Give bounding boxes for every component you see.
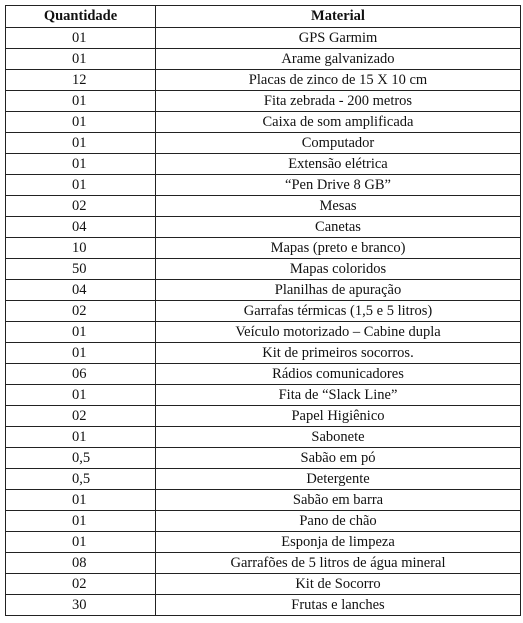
table-row bbox=[6, 385, 521, 406]
material-cell: Computador bbox=[156, 133, 521, 154]
quantity-cell: 01 bbox=[6, 385, 156, 406]
quantity-cell: 01 bbox=[6, 112, 156, 133]
material-column-header: Material bbox=[156, 6, 521, 28]
material-cell: Extensão elétrica bbox=[156, 154, 521, 175]
material-cell: Canetas bbox=[156, 217, 521, 238]
material-cell: Arame galvanizado bbox=[156, 49, 521, 70]
table-row bbox=[6, 28, 521, 49]
table-row bbox=[6, 553, 521, 574]
material-cell: Mapas (preto e branco) bbox=[156, 238, 521, 259]
table-row bbox=[6, 259, 521, 280]
table-row bbox=[6, 154, 521, 175]
quantity-cell: 01 bbox=[6, 175, 156, 196]
quantity-cell: 01 bbox=[6, 490, 156, 511]
table-body bbox=[6, 28, 521, 616]
table-row bbox=[6, 301, 521, 322]
quantity-cell: 30 bbox=[6, 595, 156, 616]
quantity-cell: 01 bbox=[6, 49, 156, 70]
table-row bbox=[6, 217, 521, 238]
quantity-cell: 12 bbox=[6, 70, 156, 91]
table-row bbox=[6, 574, 521, 595]
quantity-cell: 01 bbox=[6, 28, 156, 49]
table-row bbox=[6, 175, 521, 196]
table-row bbox=[6, 112, 521, 133]
quantity-cell: 01 bbox=[6, 511, 156, 532]
quantity-cell: 0,5 bbox=[6, 448, 156, 469]
material-cell: Sabonete bbox=[156, 427, 521, 448]
table-row bbox=[6, 322, 521, 343]
material-cell: Caixa de som amplificada bbox=[156, 112, 521, 133]
material-cell: Planilhas de apuração bbox=[156, 280, 521, 301]
material-cell: Esponja de limpeza bbox=[156, 532, 521, 553]
material-cell: GPS Garmim bbox=[156, 28, 521, 49]
quantity-cell: 01 bbox=[6, 91, 156, 112]
quantity-cell: 50 bbox=[6, 259, 156, 280]
quantity-cell: 06 bbox=[6, 364, 156, 385]
material-cell: Frutas e lanches bbox=[156, 595, 521, 616]
table-row bbox=[6, 406, 521, 427]
quantity-cell: 01 bbox=[6, 322, 156, 343]
quantity-column-header: Quantidade bbox=[6, 6, 156, 28]
quantity-cell: 01 bbox=[6, 154, 156, 175]
material-cell: Garrafões de 5 litros de água mineral bbox=[156, 553, 521, 574]
table-row bbox=[6, 280, 521, 301]
quantity-cell: 01 bbox=[6, 532, 156, 553]
quantity-cell: 02 bbox=[6, 574, 156, 595]
quantity-cell: 0,5 bbox=[6, 469, 156, 490]
table-row bbox=[6, 70, 521, 91]
table-row bbox=[6, 91, 521, 112]
table-row bbox=[6, 49, 521, 70]
quantity-cell: 04 bbox=[6, 217, 156, 238]
quantity-cell: 02 bbox=[6, 406, 156, 427]
material-cell: Veículo motorizado – Cabine dupla bbox=[156, 322, 521, 343]
material-cell: Mesas bbox=[156, 196, 521, 217]
table-row bbox=[6, 133, 521, 154]
quantity-cell: 08 bbox=[6, 553, 156, 574]
quantity-cell: 02 bbox=[6, 196, 156, 217]
material-cell: Rádios comunicadores bbox=[156, 364, 521, 385]
quantity-cell: 01 bbox=[6, 343, 156, 364]
material-cell: Kit de primeiros socorros. bbox=[156, 343, 521, 364]
materials-table bbox=[5, 5, 521, 616]
table-header-row bbox=[6, 6, 521, 28]
table-row bbox=[6, 511, 521, 532]
material-cell: Garrafas térmicas (1,5 e 5 litros) bbox=[156, 301, 521, 322]
quantity-cell: 01 bbox=[6, 427, 156, 448]
material-cell: Fita zebrada - 200 metros bbox=[156, 91, 521, 112]
material-cell: Sabão em barra bbox=[156, 490, 521, 511]
material-cell: Papel Higiênico bbox=[156, 406, 521, 427]
material-cell: Sabão em pó bbox=[156, 448, 521, 469]
table-row bbox=[6, 364, 521, 385]
table-row bbox=[6, 238, 521, 259]
table-row bbox=[6, 343, 521, 364]
table-row bbox=[6, 595, 521, 616]
table-row bbox=[6, 196, 521, 217]
table-row bbox=[6, 469, 521, 490]
quantity-cell: 10 bbox=[6, 238, 156, 259]
table-row bbox=[6, 448, 521, 469]
quantity-cell: 01 bbox=[6, 133, 156, 154]
table-row bbox=[6, 490, 521, 511]
material-cell: Fita de “Slack Line” bbox=[156, 385, 521, 406]
material-cell: Pano de chão bbox=[156, 511, 521, 532]
material-cell: Kit de Socorro bbox=[156, 574, 521, 595]
quantity-cell: 02 bbox=[6, 301, 156, 322]
material-cell: Mapas coloridos bbox=[156, 259, 521, 280]
quantity-cell: 04 bbox=[6, 280, 156, 301]
material-cell: Detergente bbox=[156, 469, 521, 490]
table-row bbox=[6, 427, 521, 448]
material-cell: “Pen Drive 8 GB” bbox=[156, 175, 521, 196]
table-row bbox=[6, 532, 521, 553]
material-cell: Placas de zinco de 15 X 10 cm bbox=[156, 70, 521, 91]
